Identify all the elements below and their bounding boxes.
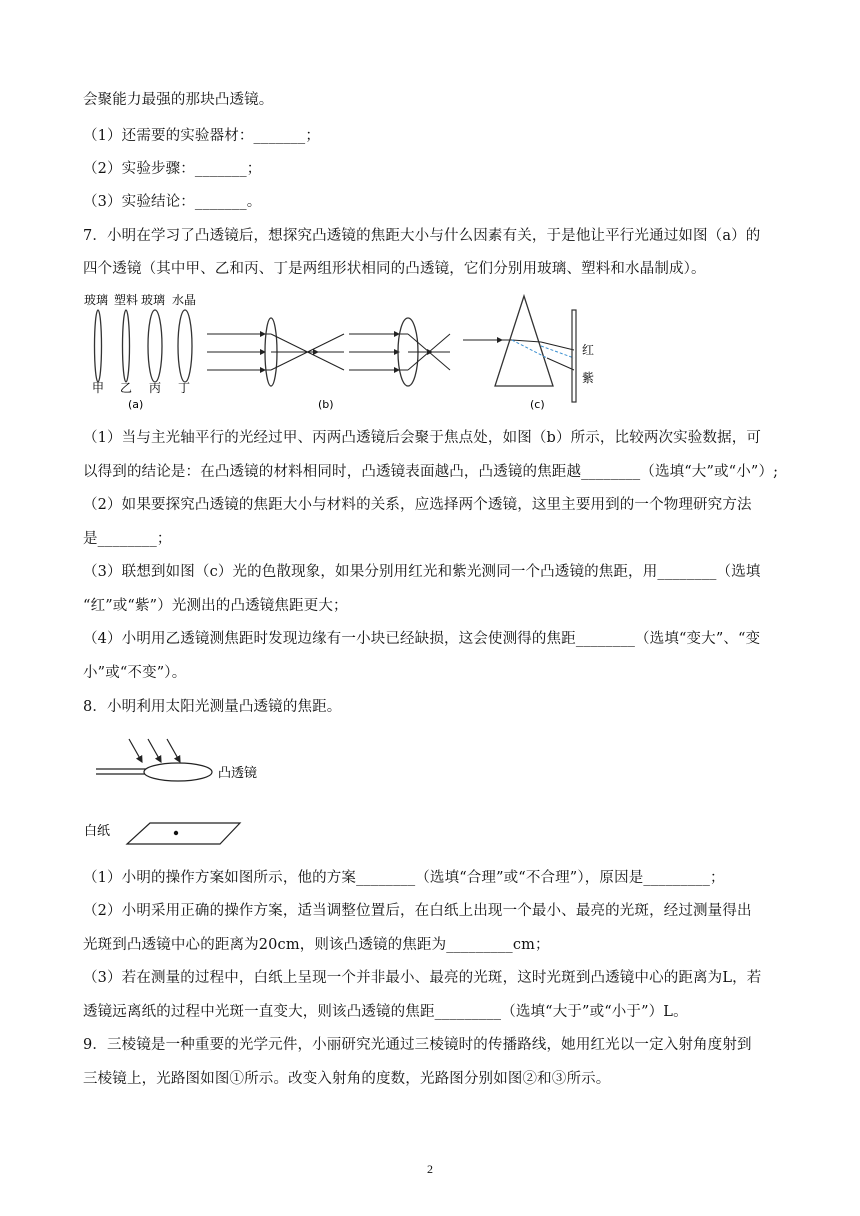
q8-part-1: （1）小明的操作方案如图所示，他的方案________（选填“合理”或“不合理”），原因是_________；	[83, 870, 725, 886]
white-paper-shape	[127, 823, 240, 844]
material-label-3: 玻璃	[141, 293, 166, 307]
material-label-2: 塑料	[114, 293, 139, 307]
lens-bing-shape	[148, 310, 162, 382]
q6-step-2: （2）实验步骤：_______；	[83, 161, 262, 177]
q7-stem-line-1: 7．小明在学习了凸透镜后，想探究凸透镜的焦距大小与什么因素有关，于是他让平行光通过如图（a）的	[83, 228, 761, 244]
q7-part-1-line-2: 以得到的结论是：在凸透镜的材料相同时，凸透镜表面越凸，凸透镜的焦距越________（选填“大”或“小”）;	[83, 464, 779, 480]
intro-line: 会聚能力最强的那块凸透镜。	[83, 92, 274, 108]
sun-ray-2	[148, 739, 161, 762]
q8-figure	[82, 732, 282, 856]
lens-ding-shape	[178, 310, 192, 382]
q8-part-3-line-1: （3）若在测量的过程中，白纸上呈现一个并非最小、最亮的光斑，这时光斑到凸透镜中心的距离为L，若	[83, 970, 762, 986]
light-spot	[174, 831, 178, 835]
sun-ray-1	[129, 739, 142, 762]
q7-part-4-line-1: （4）小明用乙透镜测焦距时发现边缘有一小块已经缺损，这会使测得的焦距________（选填“变大”、“变	[83, 631, 761, 647]
q8-part-2-line-1: （2）小明采用正确的操作方案，适当调整位置后，在白纸上出现一个最小、最亮的光斑，经过测量得出	[83, 903, 752, 919]
paper-label: 白纸	[84, 824, 111, 839]
caption-b: (b)	[318, 398, 334, 411]
figure-b-thin-lens	[207, 318, 344, 411]
q7-figure	[82, 290, 622, 420]
violet-label: 紫	[582, 371, 595, 385]
q6-step-3: （3）实验结论：_______。	[83, 194, 262, 210]
q7-part-3-line-1: （3）联想到如图（c）光的色散现象，如果分别用红光和紫光测同一个凸透镜的焦距，用________（选填	[83, 564, 761, 580]
page-number: 2	[427, 1162, 433, 1176]
lens-yi-shape	[123, 310, 130, 382]
material-label-4: 水晶	[172, 293, 197, 307]
lens-label-ding: 丁	[178, 381, 191, 395]
material-label-1: 玻璃	[84, 293, 109, 307]
lens-label: 凸透镜	[218, 766, 258, 781]
caption-c: (c)	[530, 398, 545, 411]
figure-c-prism	[463, 296, 594, 411]
screen-shape	[572, 310, 576, 402]
lens-experiment-figure	[82, 290, 622, 416]
q9-line-2: 三棱镜上，光路图如图①所示。改变入射角的度数，光路图分别如图②和③所示。	[83, 1071, 611, 1087]
lens-label-yi: 乙	[120, 381, 133, 395]
caption-a: (a)	[128, 398, 144, 411]
red-label: 红	[582, 343, 595, 357]
lens-jia-shape	[95, 310, 102, 382]
q7-part-2-line-2: 是________；	[83, 531, 172, 547]
convex-lens-shape	[144, 763, 212, 781]
lens-label-bing: 丙	[149, 381, 162, 395]
q8-part-3-line-2: 透镜远离纸的过程中光斑一直变大，则该凸透镜的焦距_________（选填“大于”或“小于”）L。	[83, 1004, 688, 1020]
q6-step-1: （1）还需要的实验器材：_______；	[83, 128, 320, 144]
q7-part-3-line-2: “红”或“紫”）光测出的凸透镜焦距更大；	[83, 598, 348, 614]
sunlight-focus-figure	[82, 732, 282, 852]
q7-part-4-line-2: 小”或“不变”）。	[83, 665, 187, 681]
lens-label-jia: 甲	[92, 381, 105, 395]
q8-part-2-line-2: 光斑到凸透镜中心的距离为20cm，则该凸透镜的焦距为_________cm；	[83, 937, 550, 953]
q9-line-1: 9．三棱镜是一种重要的光学元件，小丽研究光通过三棱镜时的传播路线，她用红光以一定入射角度射到	[83, 1037, 752, 1053]
sun-ray-3	[167, 739, 180, 762]
figure-b-thick-lens	[349, 318, 450, 386]
q7-part-2-line-1: （2）如果要探究凸透镜的焦距大小与材料的关系，应选择两个透镜，这里主要用到的一个物理研究方法	[83, 497, 752, 513]
q7-part-1-line-1: （1）当与主光轴平行的光经过甲、丙两凸透镜后会聚于焦点处，如图（b）所示，比较两次实验数据，可	[83, 430, 762, 446]
q8-stem: 8．小明利用太阳光测量凸透镜的焦距。	[83, 699, 342, 715]
q7-stem-line-2: 四个透镜（其中甲、乙和丙、丁是两组形状相同的凸透镜，它们分别用玻璃、塑料和水晶制成）。	[83, 261, 706, 277]
